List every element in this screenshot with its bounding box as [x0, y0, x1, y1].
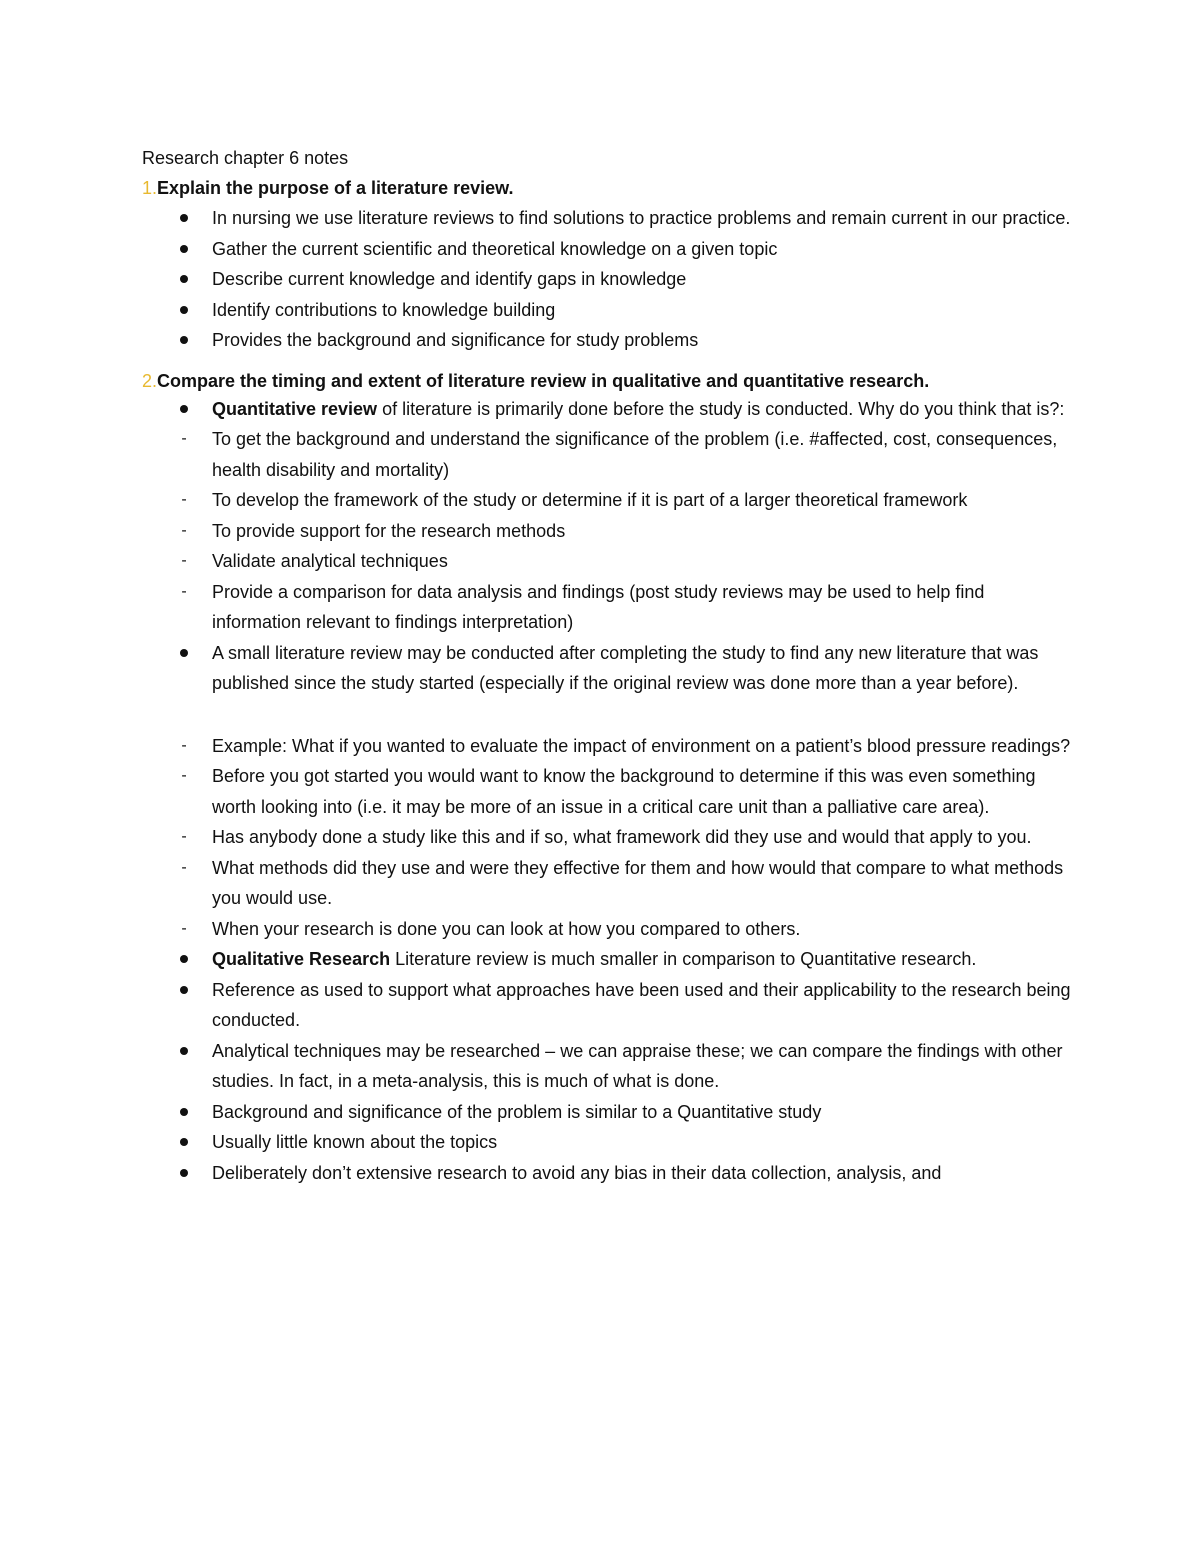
dash-marker-icon: -	[181, 858, 187, 876]
item-text: Identify contributions to knowledge building	[212, 299, 556, 320]
dash-list-item	[142, 731, 1072, 762]
bullet-list-item	[142, 394, 1072, 425]
item-text: Has anybody done a study like this and if so, what framework did they use and would that apply to you.	[212, 827, 1032, 847]
item-text: Gather the current scientific and theoretical knowledge on a given topic	[212, 238, 778, 259]
item-text: To get the background and understand the significance of the problem (i.e. #affected, cost, consequences, health disability and mortality)	[212, 429, 1058, 480]
dash-marker-icon: -	[181, 430, 187, 447]
dash-list-item	[142, 485, 1072, 516]
dash-marker-icon: -	[181, 828, 187, 845]
item-text: In nursing we use literature reviews to find solutions to practice problems and remain current in our practice.	[212, 208, 1071, 228]
bullet-list-item	[142, 638, 1072, 699]
dash-list-item	[142, 914, 1072, 945]
item-text: Describe current knowledge and identify gaps in knowledge	[212, 269, 687, 289]
document-body	[142, 143, 1072, 1188]
dash-marker-icon: -	[181, 767, 187, 784]
dash-marker-icon: -	[181, 491, 187, 508]
item-text: To develop the framework of the study or determine if it is part of a larger theoretical framework	[212, 490, 968, 510]
dash-marker-icon: -	[181, 521, 187, 539]
bullet-list-item	[142, 944, 1072, 975]
bullet-list-item	[142, 264, 1072, 295]
bullet-list-item	[142, 975, 1072, 1036]
item-text: Background and significance of the problem is similar to a Quantitative study	[212, 1101, 822, 1122]
question-number: 1.	[142, 178, 158, 198]
item-text: Validate analytical techniques	[212, 551, 448, 571]
bullet-list-item	[142, 1036, 1072, 1097]
dash-list-item	[142, 853, 1072, 914]
item-text: Provides the background and significance for study problems	[212, 330, 699, 350]
item-text: To provide support for the research methods	[212, 520, 566, 541]
item-text: Analytical techniques may be researched – we can appraise these; we can compare the findings with other studies. In fact, in a meta-analysis, this is much of what is done.	[212, 1040, 1063, 1091]
dash-marker-icon: -	[181, 582, 187, 600]
item-text: When your research is done you can look at how you compared to others.	[212, 918, 801, 939]
item-text: Deliberately don’t extensive research to avoid any bias in their data collection, analysis, and	[212, 1162, 942, 1183]
item-bold-lead: Quantitative review	[212, 398, 378, 419]
question-number: 2.	[142, 370, 158, 391]
bullet-list-item	[142, 1097, 1072, 1128]
dash-marker-icon: -	[181, 736, 187, 754]
bullet-list-item	[142, 1127, 1072, 1158]
dash-list-item	[142, 424, 1072, 485]
item-text: A small literature review may be conducted after completing the study to find any new literature that was published since the study started (especially if the original review was done more than a year before).	[212, 642, 1039, 693]
question-1-heading	[142, 173, 1072, 203]
bullet-list-item	[142, 1158, 1072, 1189]
blank-line	[142, 699, 1072, 731]
section-1-list	[142, 203, 1072, 356]
dash-list-item	[142, 577, 1072, 638]
item-text: Usually little known about the topics	[212, 1132, 498, 1152]
section-2-list	[142, 394, 1072, 1189]
item-text: Reference as used to support what approaches have been used and their applicability to the research being conducted.	[212, 979, 1071, 1030]
question-2-heading	[142, 368, 1072, 394]
bullet-list-item	[142, 203, 1072, 234]
item-text: Literature review is much smaller in comparison to Quantitative research.	[390, 949, 977, 969]
item-text: What methods did they use and were they effective for them and how would that compare to what methods you would use.	[212, 857, 1064, 908]
item-text: Provide a comparison for data analysis and findings (post study reviews may be used to help find information relevant to findings interpretation)	[212, 581, 985, 632]
bullet-list-item	[142, 234, 1072, 265]
bullet-list-item	[142, 295, 1072, 326]
dash-list-item	[142, 761, 1072, 822]
bullet-list-item	[142, 325, 1072, 356]
question-text: Explain the purpose of a literature review.	[157, 178, 514, 198]
question-text: Compare the timing and extent of literature review in qualitative and quantitative research.	[157, 370, 930, 391]
item-text: of literature is primarily done before the study is conducted. Why do you think that is?:	[377, 398, 1065, 419]
item-text: Before you got started you would want to know the background to determine if this was even something worth looking into (i.e. it may be more of an issue in a critical care unit than a palliative care area).	[212, 766, 1036, 817]
item-text: Example: What if you wanted to evaluate the impact of environment on a patient’s blood pressure readings?	[212, 735, 1071, 756]
dash-list-item	[142, 822, 1072, 853]
dash-marker-icon: -	[181, 919, 187, 937]
dash-list-item	[142, 546, 1072, 577]
item-bold-lead: Qualitative Research	[212, 949, 391, 969]
document-title: Research chapter 6 notes	[142, 148, 349, 168]
dash-marker-icon: -	[181, 552, 187, 569]
dash-list-item	[142, 516, 1072, 547]
